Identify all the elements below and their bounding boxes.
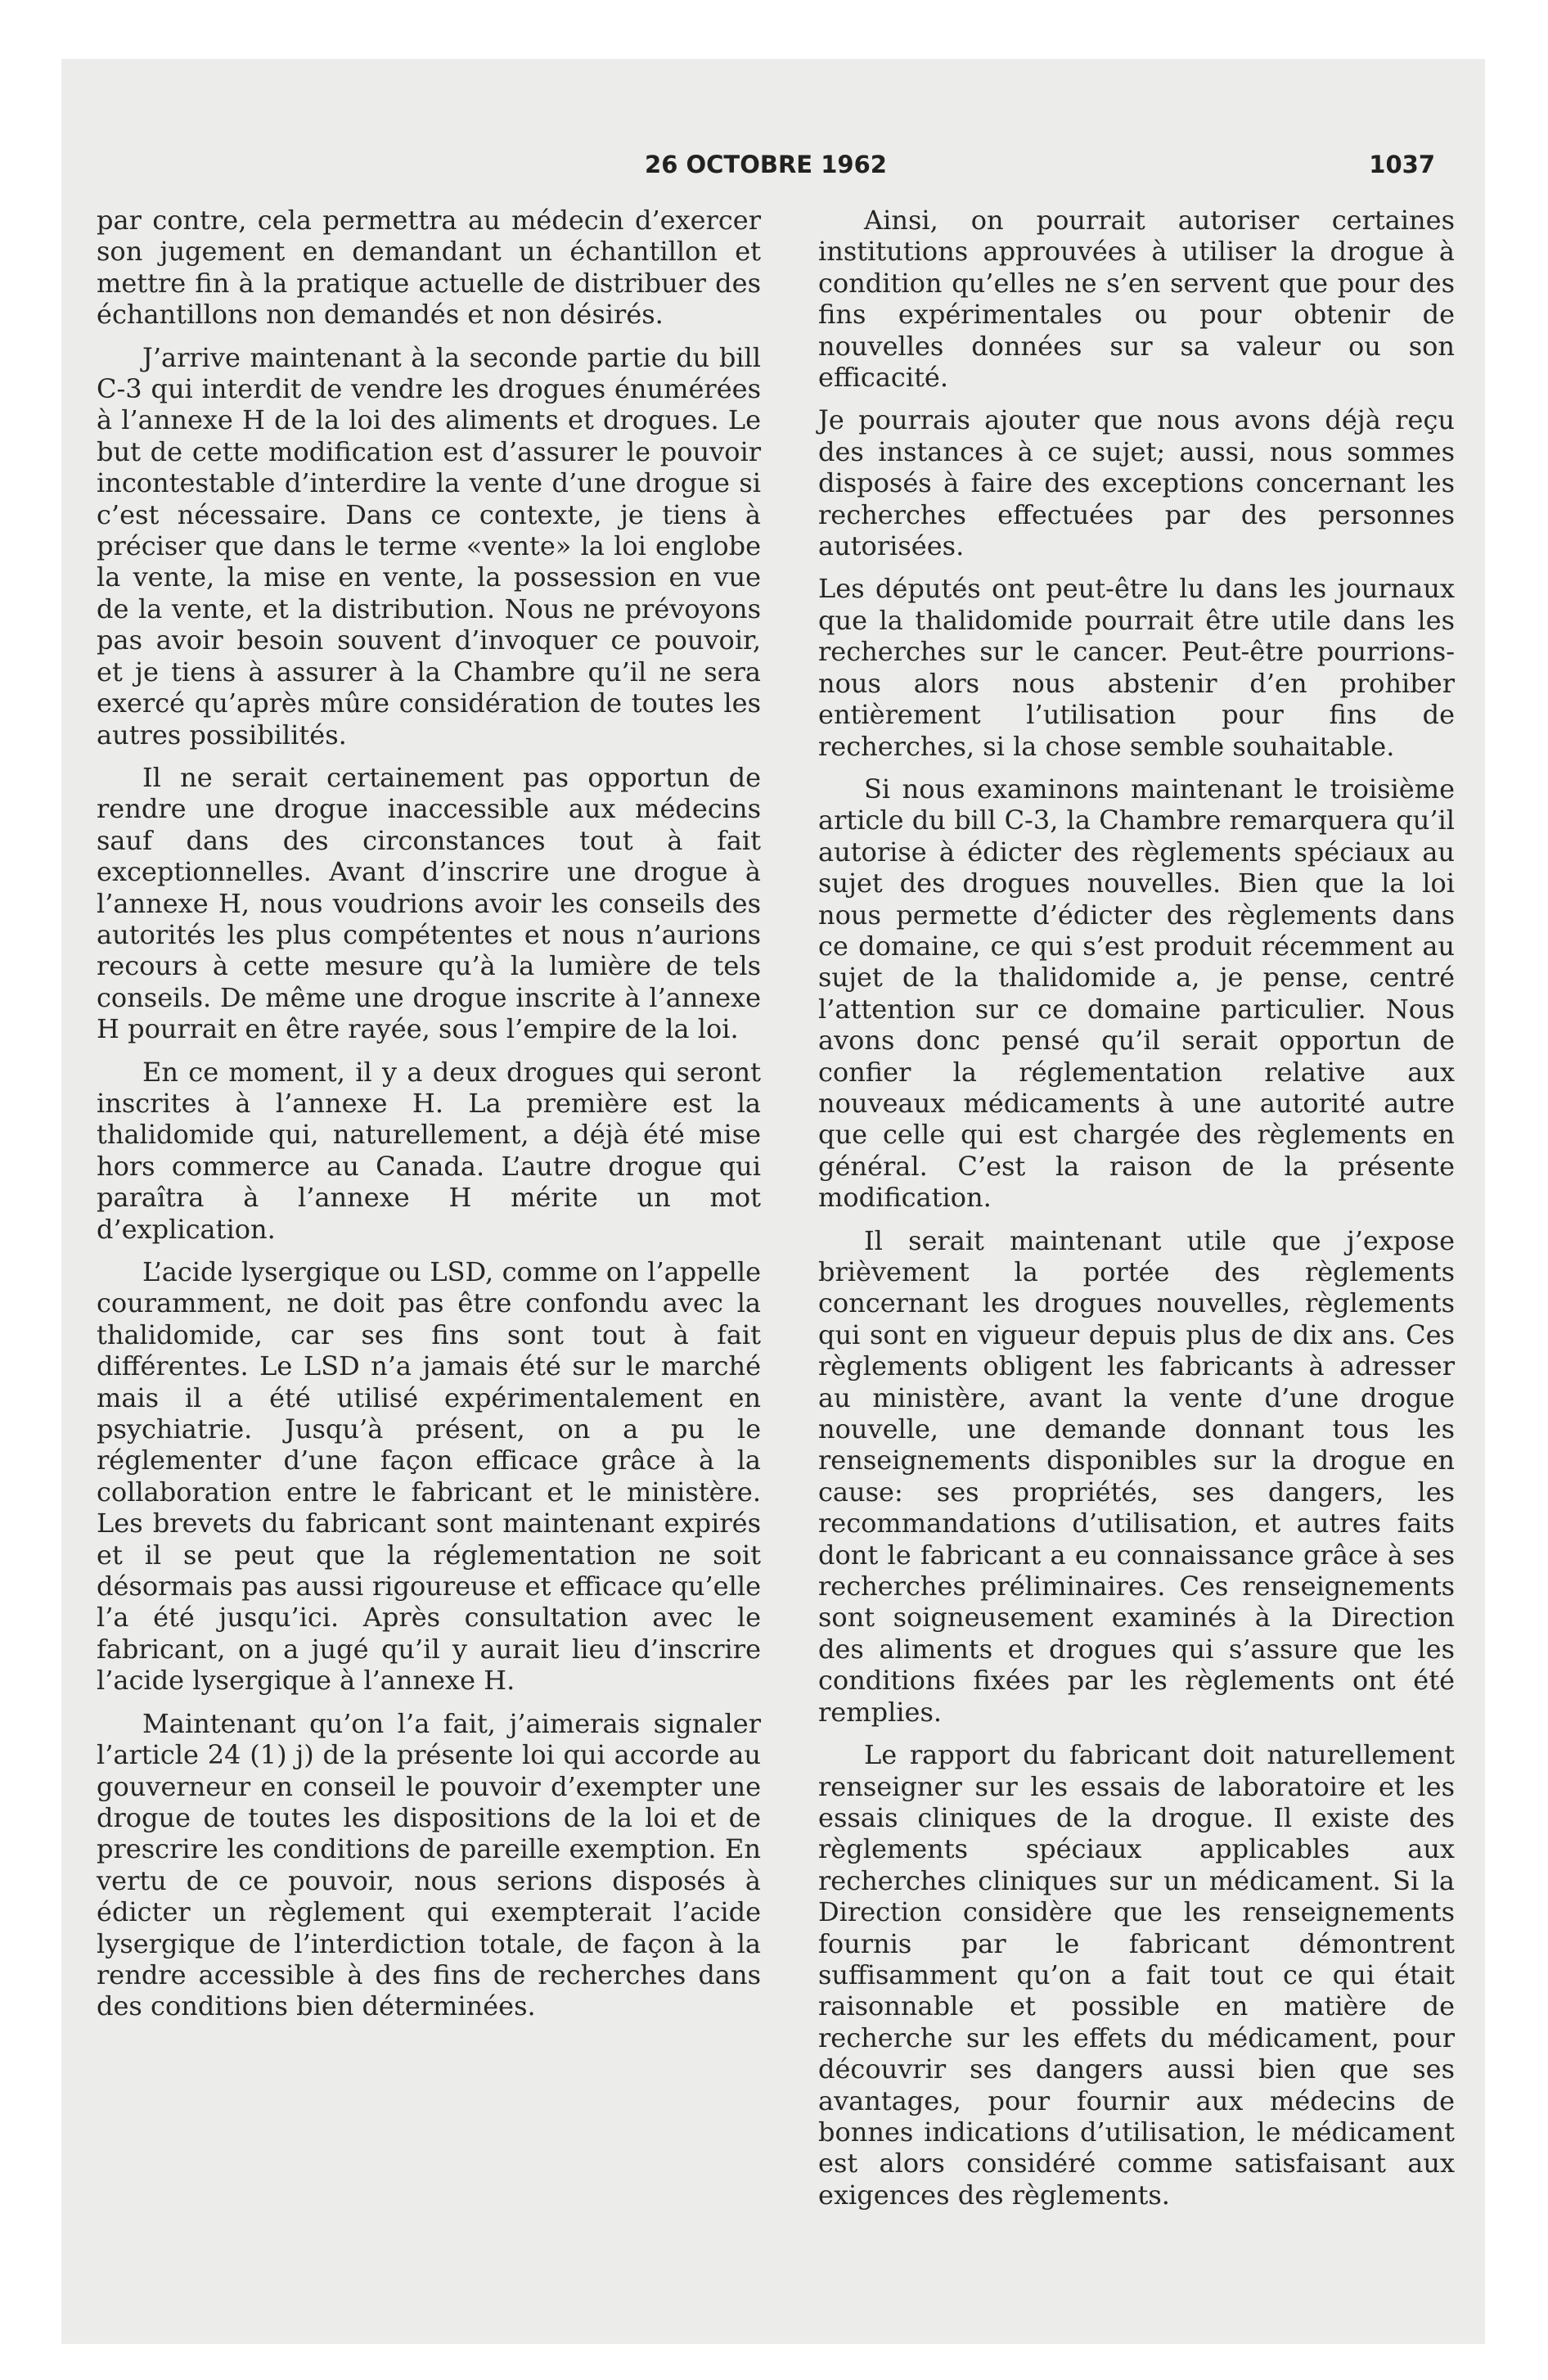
paragraph: Il ne serait certainement pas opportun de rendre une drogue inaccessible aux médecins sauf dans des circonstances tout à fait exceptionnelles. Avant d’inscrire une drogue à l’annexe H, nous voudrions avoir les conseils des autorités les plus compétentes et nous n’aurions recours à cette mesure qu’à la lumière de tels conseils. De même une drogue inscrite à l’annexe H pourrait en être rayée, sous l’empire de la loi. [97,761,761,1045]
page-number: 1037 [1369,151,1435,178]
paragraph: En ce moment, il y a deux drogues qui seront inscrites à l’annexe H. La première est la thalidomide qui, naturellement, a déjà été mise hors commerce au Canada. L’autre drogue qui paraîtra à l’annexe H mérite un mot d’explication. [97,1056,761,1245]
page-header [97,141,1435,182]
right-column [818,205,1455,2222]
paragraph: Maintenant qu’on l’a fait, j’aimerais signaler l’article 24 (1) j) de la présente loi qui accorde au gouverneur en conseil le pouvoir d’exempter une drogue de toutes les dispositions de la loi et de prescrire les conditions de pareille exemption. En vertu de ce pouvoir, nous serions disposés à édicter un règlement qui exempterait l’acide lysergique de l’interdiction totale, de façon à la rendre accessible à des fins de recherches dans des conditions bien déterminées. [97,1707,761,2022]
paragraph: Je pourrais ajouter que nous avons déjà reçu des instances à ce sujet; aussi, nous sommes disposés à faire des exceptions concernant les recherches effectuées par des personnes autorisées. [818,404,1455,562]
paragraph: Les députés ont peut-être lu dans les journaux que la thalidomide pourrait être utile dans les recherches sur le cancer. Peut-être pourrions-nous alors nous abstenir d’en prohiber entièrement l’utilisation pour fins de recherches, si la chose semble souhaitable. [818,573,1455,762]
paragraph: par contre, cela permettra au médecin d’exercer son jugement en demandant un échantillon et mettre fin à la pratique actuelle de distribuer des échantillons non demandés et non désirés. [97,205,761,331]
paragraph: Il serait maintenant utile que j’expose brièvement la portée des règlements concernant les drogues nouvelles, règlements qui sont en vigueur depuis plus de dix ans. Ces règlements obligent les fabricants à adresser au ministère, avant la vente d’une drogue nouvelle, une demande donnant tous les renseignements disponibles sur la drogue en cause: ses propriétés, ses dangers, les recommandations d’utilisation, et autres faits dont le fabricant a eu connaissance grâce à ses recherches préliminaires. Ces renseignements sont soigneusement examinés à la Direction des aliments et drogues qui s’assure que les conditions fixées par les règlements ont été remplies. [818,1224,1455,1728]
paragraph: L’acide lysergique ou LSD, comme on l’appelle couramment, ne doit pas être confondu avec la thalidomide, car ses fins sont tout à fait différentes. Le LSD n’a jamais été sur le marché mais il a été utilisé expérimentalement en psychiatrie. Jusqu’à présent, on a pu le réglementer d’une façon efficace grâce à la collaboration entre le fabricant et le ministère. Les brevets du fabricant sont maintenant expirés et il se peut que la réglementation ne soit désormais pas aussi rigoureuse et efficace qu’elle l’a été jusqu’ici. Après consultation avec le fabricant, on a jugé qu’il y aurait lieu d’inscrire l’acide lysergique à l’annexe H. [97,1256,761,1697]
paragraph: Si nous examinons maintenant le troisième article du bill C-3, la Chambre remarquera qu’il autorise à édicter des règlements spéciaux au sujet des drogues nouvelles. Bien que la loi nous permette d’édicter des règlements dans ce domaine, ce qui s’est produit récemment au sujet de la thalidomide a, je pense, centré l’attention sur ce domaine particulier. Nous avons donc pensé qu’il serait opportun de confier la réglementation relative aux nouveaux médicaments à une autorité autre que celle qui est chargée des règlements en général. C’est la raison de la présente modification. [818,773,1455,1214]
paragraph: Le rapport du fabricant doit naturellement renseigner sur les essais de laboratoire et les essais cliniques de la drogue. Il existe des règlements spéciaux applicables aux recherches cliniques sur un médicament. Si la Direction considère que les renseignements fournis par le fabricant démontrent suffisamment qu’on a fait tout ce qui était raisonnable et possible en matière de recherche sur les effets du médicament, pour découvrir ses dangers aussi bien que ses avantages, pour fournir aux médecins de bonnes indications d’utilisation, le médicament est alors considéré comme satisfaisant aux exigences des règlements. [818,1739,1455,2211]
paragraph: J’arrive maintenant à la seconde partie du bill C-3 qui interdit de vendre les drogues énumérées à l’annexe H de la loi des aliments et drogues. Le but de cette modification est d’assurer le pouvoir incontestable d’interdire la vente d’une drogue si c’est nécessaire. Dans ce contexte, je tiens à préciser que dans le terme «vente» la loi englobe la vente, la mise en vente, la possession en vue de la vente, et la distribution. Nous ne prévoyons pas avoir besoin souvent d’invoquer ce pouvoir, et je tiens à assurer à la Chambre qu’il ne sera exercé qu’après mûre considération de toutes les autres possibilités. [97,341,761,751]
left-column [97,205,761,2034]
paragraph: Ainsi, on pourrait autoriser certaines institutions approuvées à utiliser la drogue à condition qu’elles ne s’en servent que pour des fins expérimentales ou pour obtenir de nouvelles données sur sa valeur ou son efficacité. [818,205,1455,394]
header-date: 26 OCTOBRE 1962 [645,151,887,178]
